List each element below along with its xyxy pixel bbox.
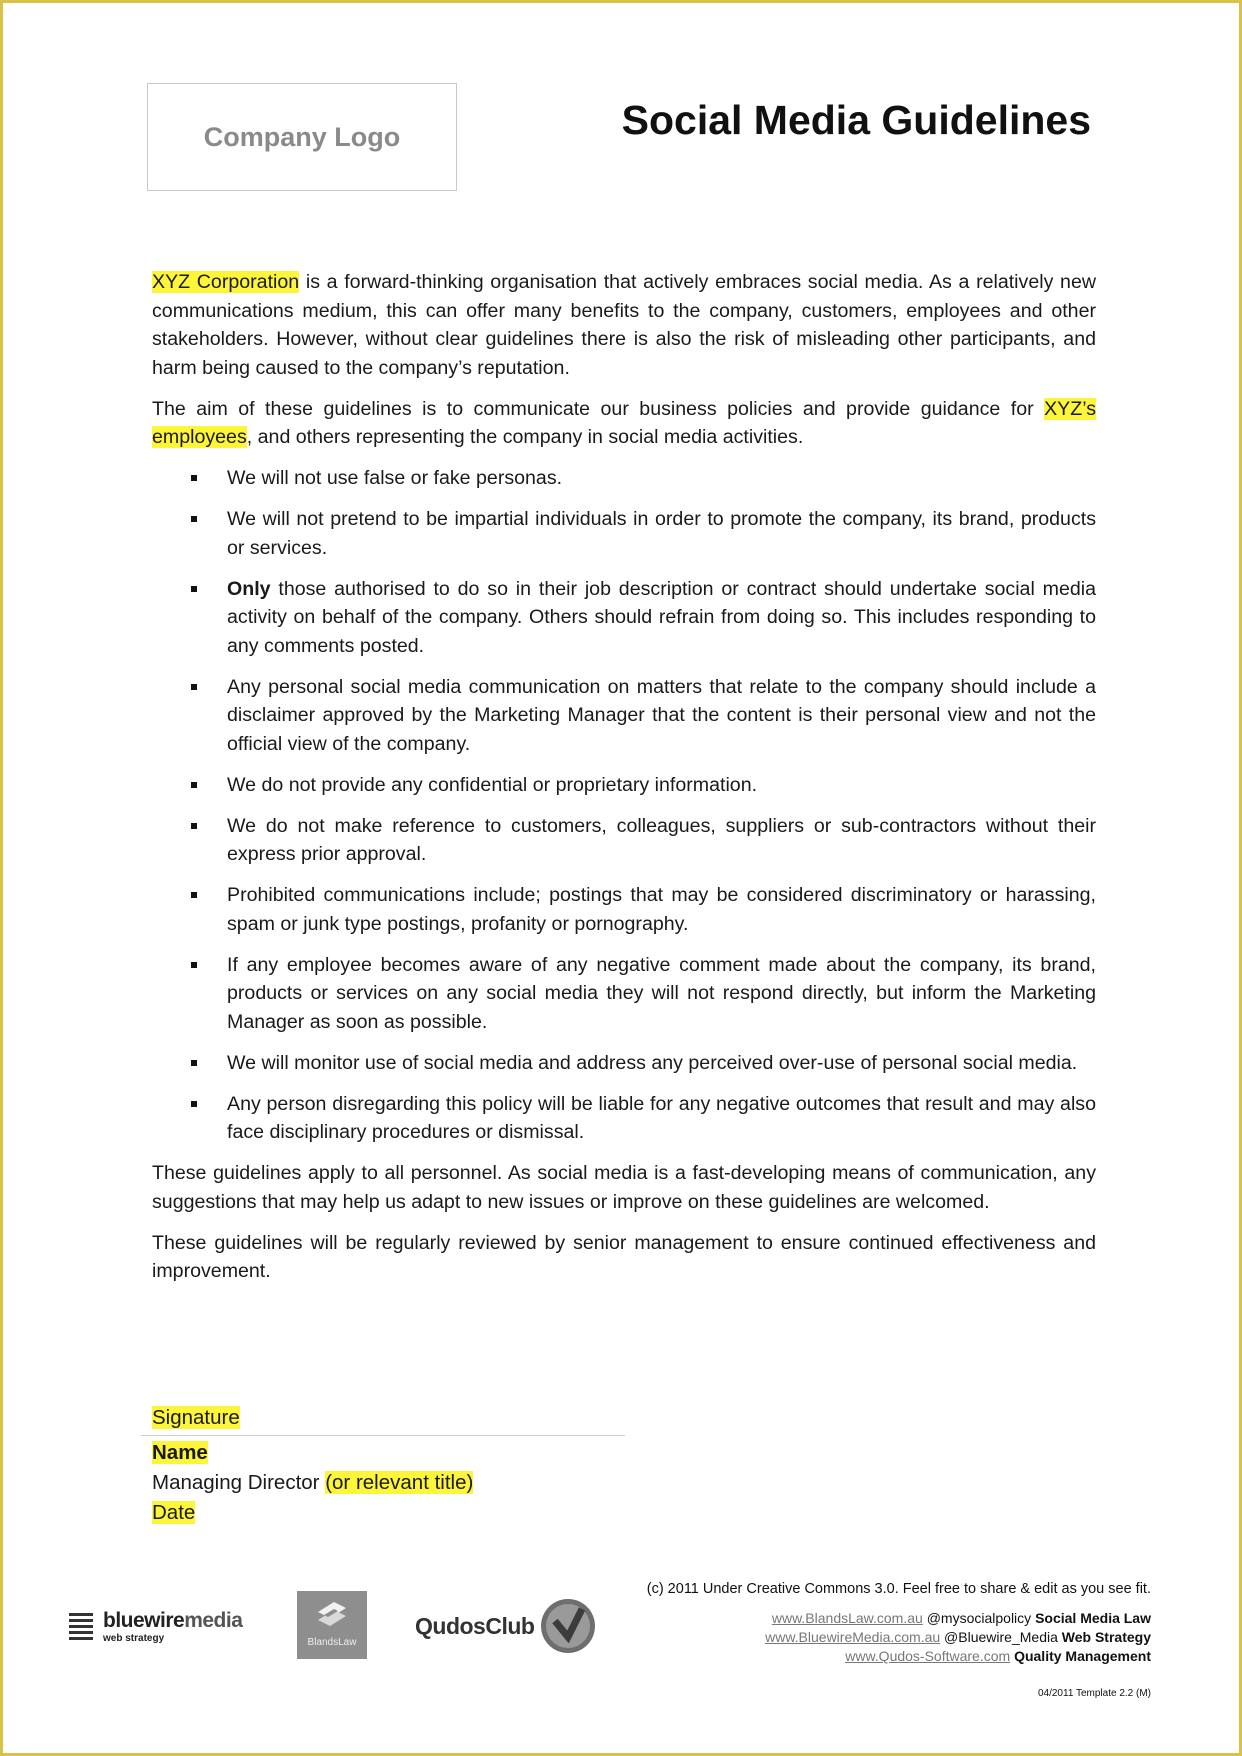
name-row [141, 1438, 625, 1468]
document-title: Social Media Guidelines [621, 97, 1091, 143]
list-item: If any employee becomes aware of any negative comment made about the company, its brand, products or services on any social media they will not respond directly, but inform the Marketing Manager as soon as possible. [152, 951, 1096, 1037]
footer-credits [647, 1580, 1151, 1703]
list-item: Any personal social media communication on matters that relate to the company should include a disclaimer approved by the Marketing Manager that the content is their personal view and not the official view of the company. [152, 673, 1096, 759]
qudosclub-logo [415, 1595, 598, 1657]
bluewire-link[interactable]: www.BluewireMedia.com.au [765, 1629, 941, 1645]
list-item: We will not pretend to be impartial individuals in order to promote the company, its brand, products or services. [152, 505, 1096, 562]
date-label: Date [152, 1501, 196, 1524]
signature-line [141, 1403, 625, 1436]
intro-paragraph-1-text: is a forward-thinking organisation that actively embraces social media. As a relatively new communications medium, this can offer many benefits to the company, customers, employees and other stakeholders. However, without clear guidelines there is also the risk of misleading other participants, and harm being caused to the company’s reputation. [152, 271, 1096, 379]
bluewire-tagline: web strategy [103, 1633, 165, 1644]
intro-paragraph-1 [152, 268, 1096, 382]
bluewire-word-a: bluewire [103, 1609, 185, 1632]
company-logo-placeholder [147, 83, 457, 191]
bluewire-word-b: media [184, 1609, 243, 1632]
list-item: We will not use false or fake personas. [152, 464, 1096, 493]
blandslaw-label: BlandsLaw [307, 1637, 357, 1648]
signature-label: Signature [152, 1406, 240, 1429]
list-item [152, 575, 1096, 661]
footer-logos [69, 1591, 609, 1663]
blandslaw-link[interactable]: www.BlandsLaw.com.au [771, 1610, 923, 1626]
bluewire-wordmark [103, 1609, 242, 1633]
date-row [141, 1498, 625, 1528]
credit-line-qudos [647, 1647, 1151, 1666]
intro-paragraph-2-tail: , and others representing the company in social media activities. [246, 426, 804, 448]
blandslaw-handle: @mysocialpolicy [922, 1610, 1036, 1626]
credit-line-blandslaw [647, 1609, 1151, 1628]
blandslaw-service: Social Media Law [1035, 1610, 1151, 1626]
name-label: Name [152, 1441, 208, 1464]
document-body [152, 268, 1096, 1298]
list-item: Prohibited communications include; postings that may be considered discriminatory or harassing, spam or junk type postings, profanity or pornography. [152, 881, 1096, 938]
qudos-service: Quality Management [1010, 1648, 1151, 1664]
copyright-notice: (c) 2011 Under Creative Commons 3.0. Feel free to share & edit as you see fit. [646, 1581, 1151, 1597]
bluewire-handle: @Bluewire_Media [940, 1629, 1062, 1645]
qudos-link[interactable]: www.Qudos-Software.com [845, 1648, 1011, 1664]
bluewiremedia-logo [69, 1609, 242, 1644]
qudos-wordmark: QudosClub [415, 1612, 535, 1639]
blandslaw-mark-icon [316, 1600, 348, 1630]
company-name-highlight: XYZ Corporation [152, 271, 300, 293]
intro-paragraph-2 [152, 395, 1096, 452]
closing-paragraph-1: These guidelines apply to all personnel. As social media is a fast-developing means of communication, any suggestions that may help us adapt to new issues or improve on these guidelines are welcomed. [152, 1162, 1096, 1213]
list-item: Any person disregarding this policy will be liable for any negative outcomes that result and may also face disciplinary procedures or dismissal. [152, 1090, 1096, 1147]
closing-paragraph-2: These guidelines will be regularly reviewed by senior management to ensure continued effectiveness and improvement. [152, 1231, 1096, 1282]
bluewire-bars-icon [69, 1613, 93, 1640]
list-item-text: those authorised to do so in their job description or contract should undertake social media activity on behalf of the company. Others should refrain from doing so. This includes responding to any comments posted. [227, 577, 1096, 657]
blandslaw-logo [297, 1591, 367, 1659]
logo-placeholder-text: Company Logo [203, 121, 401, 152]
list-item: We do not provide any confidential or proprietary information. [152, 771, 1096, 800]
signature-block [141, 1403, 625, 1528]
credit-line-bluewire [647, 1628, 1151, 1647]
qudos-check-badge-icon [538, 1595, 598, 1657]
list-item: We will monitor use of social media and address any perceived over-use of personal social media. [152, 1049, 1096, 1078]
only-emphasis: Only [227, 577, 271, 600]
role-text: Managing Director [152, 1471, 326, 1494]
bluewire-service: Web Strategy [1061, 1629, 1151, 1645]
guidelines-list [152, 464, 1096, 1147]
role-hint: (or relevant title) [325, 1471, 474, 1494]
list-item: We do not make reference to customers, colleagues, suppliers or sub-contractors without their express prior approval. [152, 812, 1096, 869]
role-row [141, 1468, 625, 1498]
template-version: 04/2011 Template 2.2 (M) [1037, 1688, 1151, 1699]
employees-highlight: XYZ’s employees [152, 397, 1096, 448]
intro-paragraph-2-text: The aim of these guidelines is to communicate our business policies and provide guidance for [152, 397, 1045, 420]
